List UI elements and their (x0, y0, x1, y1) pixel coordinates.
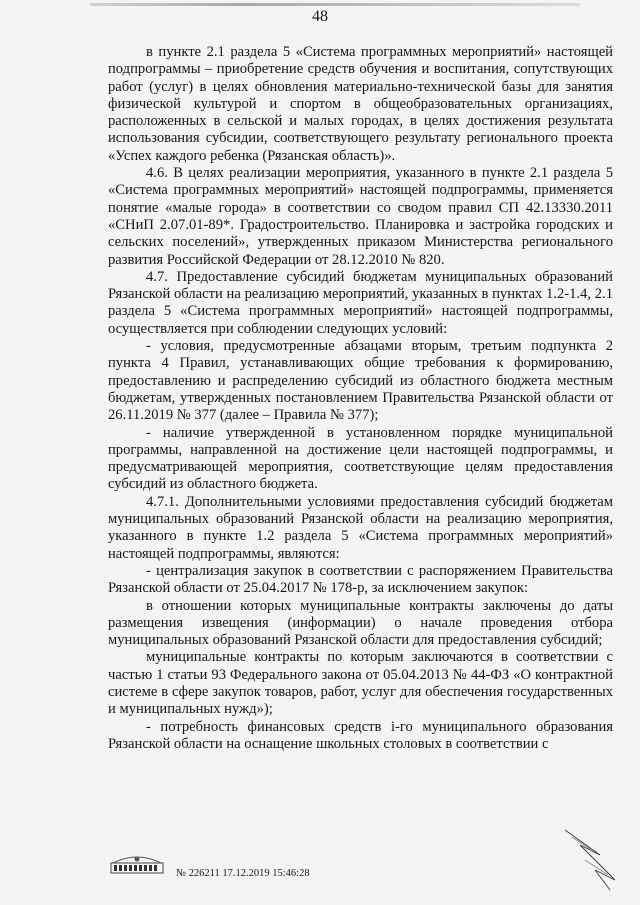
paragraph: - условия, предусмотренные абзацами вторым, третьим подпункта 2 пункта 4 Правил, устанавливающих общие требования к формированию, предоставлению и распределению субсидий из областного бюджета местным бюджетам, утвержденных постановлением Правительства Рязанской области от 26.11.2019 № 377 (далее – Правила № 377); (108, 338, 613, 424)
signature-icon (560, 825, 620, 895)
page-number: 48 (312, 8, 328, 25)
scan-top-edge (90, 3, 580, 6)
paragraph: - централизация закупок в соответствии с распоряжением Правительства Рязанской области от 25.04.2017 № 178-р, за исключением закупок: (108, 562, 613, 597)
paragraph: в отношении которых муниципальные контракты заключены до даты размещения извещения (информации) о начале проведения отбора муниципальных образований Рязанской области для предоставления субсидий; (108, 597, 613, 649)
paragraph: муниципальные контракты по которым заключаются в соответствии с частью 1 статьи 93 Федерального закона от 05.04.2013 № 44-ФЗ «О контрактной системе в сфере закупок товаров, работ, услуг для обеспечения государственных и муниципальных нужд»); (108, 649, 613, 718)
document-body (108, 44, 613, 753)
paragraph: в пункте 2.1 раздела 5 «Система программных мероприятий» настоящей подпрограммы – приобретение средств обучения и воспитания, сопутствующих работ (услуг) в целях обновления материально-технической базы для занятия физической культурой и спортом в общеобразовательных организациях, расположенных в сельской и малых городах, в целях достижения результата использования субсидии, соответствующего результату регионального проекта «Успех каждого ребенка (Рязанская область)». (108, 44, 613, 164)
paragraph: - потребность финансовых средств i-го муниципального образования Рязанской области на оснащение школьных столовых в соответствии с (108, 718, 613, 752)
paragraph: 4.6. В целях реализации мероприятия, указанного в пункте 2.1 раздела 5 «Система программных мероприятий» настоящей подпрограммы, применяется понятие «малые города» в соответствии со сводом правил СП 42.13330.2011 «СНиП 2.07.01-89*. Градостроительство. Планировка и застройка городских и сельских поселений», утвержденных приказом Министерства регионального развития Российской Федерации от 28.12.2010 № 820. (108, 165, 613, 268)
paragraph: 4.7.1. Дополнительными условиями предоставления субсидий бюджетам муниципальных образований Рязанской области на реализацию мероприятия, указанного в пункте 1.2 раздела 5 «Система программных мероприятий» настоящей подпрограммы, являются: (108, 493, 613, 562)
paragraph: - наличие утвержденной в установленном порядке муниципальной программы, направленной на достижение цели настоящей подпрограммы, и предусматривающей мероприятия, соответствующие целям предоставления субсидий из областного бюджета. (108, 424, 613, 493)
document-registration-number: № 226211 17.12.2019 15:46:28 (176, 868, 310, 879)
paragraph: 4.7. Предоставление субсидий бюджетам муниципальных образований Рязанской области на реализацию мероприятий, указанных в пунктах 1.2-1.4, 2.1 раздела 5 «Система программных мероприятий» настоящей подпрограммы, осуществляется при соблюдении следующих условий: (108, 268, 613, 337)
registry-stamp-icon (110, 853, 164, 875)
